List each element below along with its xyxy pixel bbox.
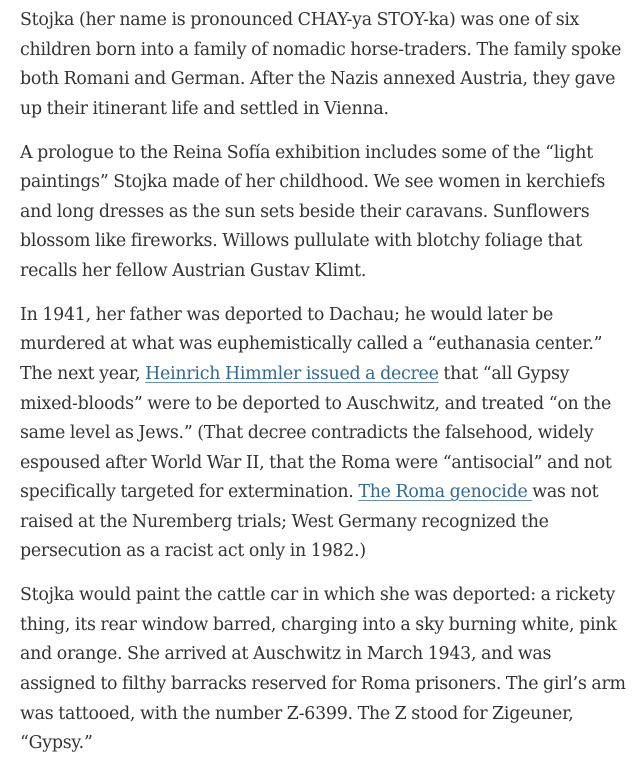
- himmler-decree-link[interactable]: Heinrich Himmler issued a decree: [145, 363, 439, 384]
- paragraph-1: [20, 6, 627, 124]
- paragraph-4-text: Stojka would paint the cattle car in which she was deported: a rickety thing, its rear window barred, charging into a sky burning white, pink and orange. She arrived at Auschwitz in March 1943, and was assigned to filthy barracks reserved for Roma prisoners. The girl’s arm was tattooed, with the number Z-6399. The Z stood for Zigeuner, “Gypsy.”: [20, 585, 626, 754]
- paragraph-3-text-end: was not raised at the Nuremberg trials; West Germany recognized the persecution as a racist act only in 1982.): [20, 482, 599, 562]
- paragraph-2: [20, 139, 627, 287]
- paragraph-4: [20, 581, 627, 759]
- paragraph-3: [20, 301, 627, 567]
- paragraph-3-text-start: In 1941, her father was deported to Dachau; he would later be murdered at what was euphemistically called a “euthanasia center.” The next year,: [20, 304, 603, 384]
- paragraph-3-text-middle: that “all Gypsy mixed-bloods” were to be deported to Auschwitz, and treated “on the same level as Jews.” (That decree contradicts the falsehood, widely espoused after World War II, that the Roma were “antisocial” and not specifically targeted for extermination.: [20, 363, 612, 503]
- roma-genocide-link[interactable]: The Roma genocide: [358, 482, 533, 503]
- paragraph-2-text: A prologue to the Reina Sofía exhibition includes some of the “light paintings” Stojka made of her childhood. We see women in kerchiefs and long dresses as the sun sets beside their caravans. Sunflowers blossom like fireworks. Willows pullulate with blotchy foliage that recalls her fellow Austrian Gustav Klimt.: [20, 142, 606, 281]
- paragraph-1-text: Stojka (her name is pronounced CHAY-ya STOY-ka) was one of six children born into a family of nomadic horse-traders. The family spoke both Romani and German. After the Nazis annexed Austria, they gave up their itinerant life and settled in Vienna.: [20, 10, 622, 119]
